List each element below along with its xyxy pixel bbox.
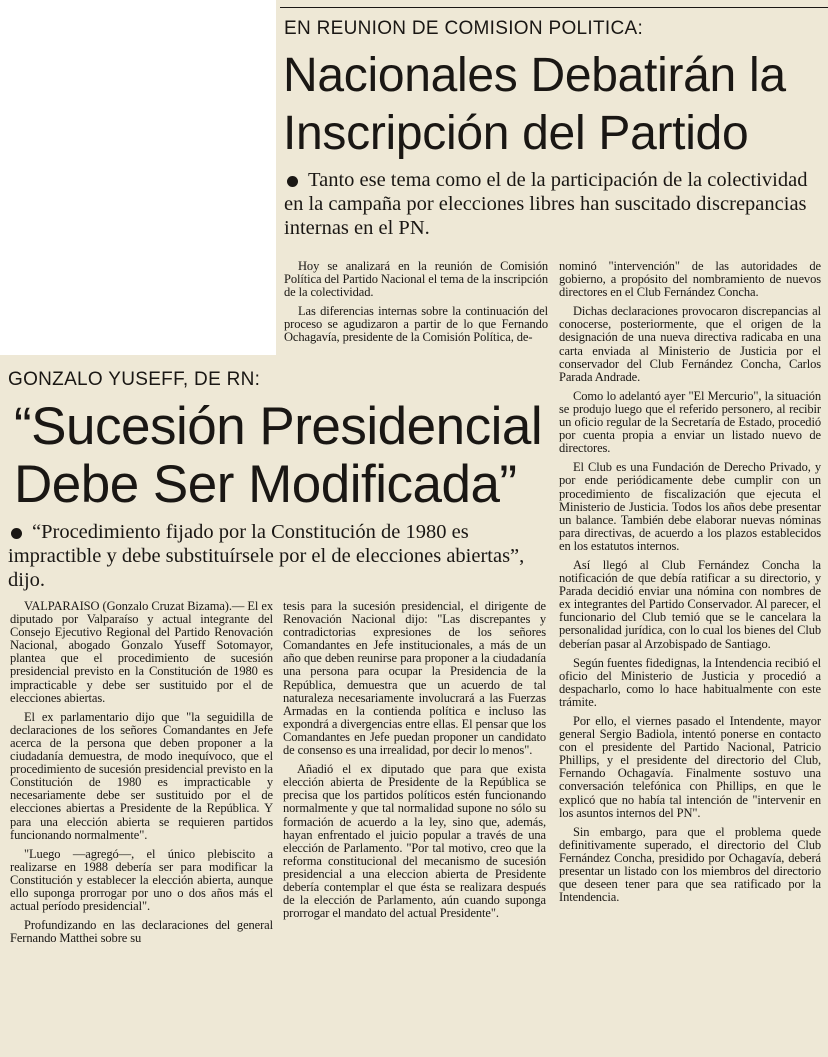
headline-line2-sucesion: Debe Ser Modificada” — [14, 455, 517, 514]
deck-nacionales: Tanto ese tema como el de la participación de la colectividad en la campaña por elecciones libres han suscitado discrepancias internas en el PN. — [284, 169, 808, 239]
article2-column2 — [283, 600, 546, 926]
paragraph: El Club es una Fundación de Derecho Privado, y por ende periódicamente debe cumplir con un procedimiento de fiscalización que ejecuta el Ministerio de Justicia. Todos los años debe presentar un balance. También debe elaborar nuevas nóminas para directivas, de acuerdo a los plazos establecidos en los estatutos internos. — [559, 460, 821, 553]
kicker-sucesion: GONZALO YUSEFF, DE RN: — [8, 369, 261, 390]
paragraph: "Luego —agregó—, el único plebiscito a realizarse en 1988 debería ser para modificar la Constitución y establecer la elección abierta, aunque ello suponga prorrogar por uno o dos años más el actual período presidencial". — [10, 846, 273, 914]
top-rule — [280, 7, 828, 8]
paragraph: Como lo adelantó ayer "El Mercurio", la situación se produjo luego que el referido personero, al recibir un oficio regular de la Secretaría de Estado, procedió por cuenta propia a enviar un listado nuevo de directores. — [559, 388, 821, 456]
kicker-nacionales: EN REUNION DE COMISION POLITICA: — [284, 18, 644, 39]
headline-line2-nacionales: Inscripción del Partido — [283, 107, 749, 160]
deck-sucesion: “Procedimiento fijado por la Constitución de 1980 es impractible y debe substituírsele por el de elecciones abiertas”, dijo. — [8, 521, 525, 591]
paragraph: Por ello, el viernes pasado el Intendente, mayor general Sergio Badiola, intentó ponerse en contacto con el presidente del Partido Nacional, Patricio Phillips, y el presidente del directorio del Club, Fernando Ochagavía. Finalmente sostuvo una conversación telefónica con Phillips, en que le explicó que no había tal intención de "intervenir en los asuntos internos del PN". — [559, 714, 821, 820]
paragraph: Sin embargo, para que el problema quede definitivamente superado, el directorio del Club Fernández Concha, presidido por Ochagavía, deberá presentar un listado con los miembros del directorio que deseen tener para que sea ratificado por la Intendencia. — [559, 824, 821, 905]
paragraph: tesis para la sucesión presidencial, el dirigente de Renovación Nacional dijo: "Las discrepantes y contradictorias expresiones de los señores Comandantes en Jefe institucionales, a más de un año que deben reunirse para proponer a la ciudadanía una persona para ocupar la Presidencia de la República, demuestra que un acuerdo de tal naturaleza necesariamente involucrará a las Fuerzas Armadas en la contienda política e incluso las expondrá a divergencias entre ellas. El pensar que los Comandantes en Jefe puedan proponer un candidato de consenso es una irrealidad, por decir lo menos". — [283, 599, 546, 758]
article2-column1 — [10, 600, 273, 951]
article1-column2 — [559, 260, 821, 910]
paragraph: Profundizando en las declaraciones del general Fernando Matthei sobre su — [10, 918, 273, 946]
paragraph: Añadió el ex diputado que para que exista elección abierta de Presidente de la República se precisa que los partidos políticos estén funcionando normalmente y que tal normalidad supone no sólo su formación de acuerdo a la ley, sino que, además, hayan enfrentado el juicio popular a través de una elección de Parlamento. "Por tal motivo, creo que la reforma constitucional del mecanismo de sucesión presidencial a una eleccion abierta de Presidente debería contemplar el que ésta se realizara después de la elección de Parlamento, aún cuando suponga prorrogar el mandato del actual Presidente". — [283, 762, 546, 921]
paragraph: Según fuentes fidedignas, la Intendencia recibió el oficio del Ministerio de Justicia y procedió a despacharlo, como lo hace habitualmente con este trámite. — [559, 655, 821, 709]
paragraph: Así llegó al Club Fernández Concha la notificación de que debía ratificar a su directorio, y Parada decidió enviar una nómina con nombres de ex integrantes del Partido Conservador. Al parecer, el funcionario del Club temió que se le cancelara la personalidad jurídica, con lo cual los bienes del Club deberían pasar al Arzobispado de Santiago. — [559, 557, 821, 651]
headline-line1-nacionales: Nacionales Debatirán la — [283, 49, 786, 102]
paragraph: El ex parlamentario dijo que "la seguidilla de declaraciones de los señores Comandantes en Jefe acerca de la persona que deben proponer a la ciudadanía demuestra, de modo inequívoco, que el procedimiento de sucesión presidencial previsto en la Constitución de 1980 es impracticable y necesariamente debe ser sustituido por el de elecciones abiertas a Presidente de la República. Y para una elección abierta se requieren partidos funcionando normalmente". — [10, 709, 273, 842]
paragraph: VALPARAISO (Gonzalo Cruzat Bizama).— El ex diputado por Valparaíso y actual integrante del Consejo Ejecutivo Regional del Partido Renovación Nacional, abogado Gonzalo Yuseff Sotomayor, plantea que el procedimiento de sucesión presidencial previsto en la Constitución de 1980 es impracticable y debe ser sustituido por el de elecciones abiertas. — [10, 599, 273, 705]
paragraph: Las diferencias internas sobre la continuación del proceso se agudizaron a partir de lo que Fernando Ochagavía, presidente de la Comisión Política, de- — [284, 304, 548, 345]
paragraph: Hoy se analizará en la reunión de Comisión Política del Partido Nacional el tema de la inscripción de la colectividad. — [284, 259, 548, 300]
headline-line1-sucesion: “Sucesión Presidencial — [14, 397, 543, 456]
paragraph: Dichas declaraciones provocaron discrepancias al conocerse, posteriormente, que el origen de la designación de una nueva directiva radicaba en una carta enviada al Ministerio de Justicia por el conservador del Club Fernández Concha, Carlos Parada Andrade. — [559, 304, 821, 384]
article1-column1 — [284, 260, 548, 351]
paragraph: nominó "intervención" de las autoridades de gobierno, a propósito del nombramiento de nuevos directores en el Club Fernández Concha. — [559, 259, 821, 300]
